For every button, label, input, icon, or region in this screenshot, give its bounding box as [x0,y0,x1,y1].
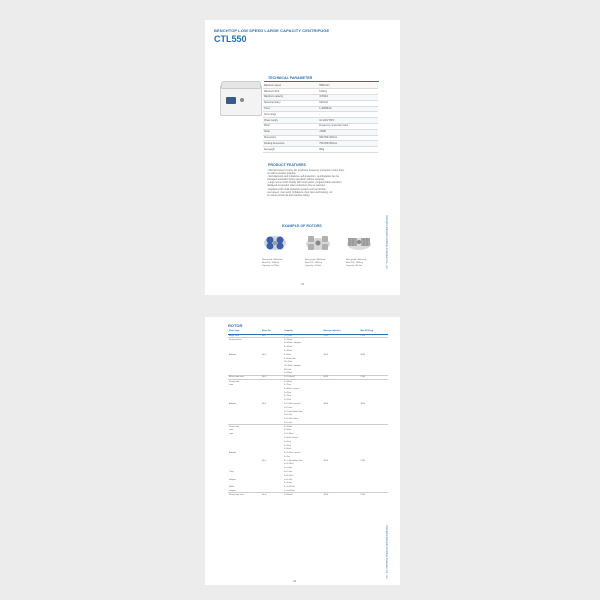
tech-param-name: Power supply [263,118,318,124]
feature-line: no carbon powder pollution. [267,172,297,176]
rotor-cell: 4×50ml tube [284,357,296,360]
rotor-cell: 4000 [322,376,359,380]
rotor-cell: 4×50ml conical [284,436,298,439]
rotor-cell: 4×7×5ml blood tube [284,459,303,462]
rotor-cell: 4×4×10ml [284,463,294,466]
tech-param-name: Noise [263,129,318,135]
tech-param-name: Maximum RCF [263,89,318,95]
rotor-cell: Adapter [229,353,237,356]
rotor-cell: 3080 [360,353,366,356]
rotor-cell: 48×5ml [284,368,291,371]
features-heading: PRODUCT FEATURES [268,163,306,167]
rotor-cell: 4×15ml [284,444,291,447]
rotor-example-3 [346,232,384,267]
rotor-cell: 4×2×15ml conical [284,452,301,455]
rotor-cell: 4×50ml [284,429,291,432]
rotor-cell: 3120 [360,459,366,462]
rotor-cell: 4×1×250ml [284,486,295,489]
tech-param-value: 660×560×400mm [318,135,378,141]
rotor-cell: adapter [229,489,237,492]
tech-param-value: - [318,112,378,118]
tech-param-value: 86kg [318,147,378,153]
rotor-cell: 4×250ml [284,346,293,349]
rotor-cell: rotor [229,384,234,387]
tech-param-name: Maximum speed [263,83,318,89]
rotor-cell: Bottle [229,486,235,489]
rotor-cell: 5500 [322,334,359,338]
rotor-cell: 12×15ml [283,334,322,338]
tech-param-value: 5120×g [318,89,378,95]
rotor-cell: Swing tube [228,379,261,383]
rotor-cell: Adapter [229,402,237,405]
rotor-cell: 3000 [360,402,366,405]
rotor-cell: 2×96well [283,493,322,497]
rotor-table-heading: ROTOR [228,323,243,328]
company-side-text-bottom: Changsha Xiangzhi Centrifuge Instrument Co., Ltd. [385,525,388,580]
rotor-cell: 4×750ml [283,338,322,342]
tech-param-name: Packing dimensions [263,141,318,147]
rotor-column-header: Rotor No. [261,329,283,334]
rotor-cell: 4×4×10ml tube [284,418,298,421]
rotor-cell: 2100 [359,493,388,497]
tech-param-value: 4×500ml [318,95,378,101]
rotor-cell: 4×50ml [284,353,291,356]
rotor-cell: Swing tube [228,425,261,429]
tech-param-value: ≤65dB [318,129,378,135]
tech-param-value: ±20r/min [318,100,378,106]
rotor-cell: 4×10ml [284,448,291,451]
page-header [214,28,329,44]
rotor-examples [262,232,387,274]
rotor-cell: 32×10ml / adapter [284,365,301,368]
rotor-cell: 4×4×5ml [284,482,293,485]
rotor-example-1 [262,232,300,267]
tech-table [263,83,378,153]
rotor-cell: No.3 [261,376,283,380]
tech-param-name: Temp range [263,112,318,118]
rotor-cell: Micro plate rotor [228,376,261,380]
rotor-cell: 4×20ml [284,440,291,443]
tech-param-name: Timer [263,106,318,112]
feature-line: - Large-screen LCD display with touch panel, programmable operation [267,181,342,185]
rotor-3-capacity: Capacity: 48×5ml [346,264,363,267]
tech-param-value: 1~99h59min [318,106,378,112]
rotor-cell: 4×250ml [284,372,293,375]
tech-param-value: Frequency conversion motor [318,124,378,130]
tech-param-name: Net weight [263,147,318,153]
rotor-cell: 4×2×15ml conical [284,402,301,405]
page-number-bottom: 23 [293,579,297,583]
feature-line: - Microprocessor control, AC brushless frequency conversion motor drive, [267,169,345,172]
rotor-cell: 4×15ml [284,395,291,398]
rotor-cell: 4×4×7ml [284,478,293,481]
feature-line: managed automatic during operation without stopping. [267,178,325,182]
tech-row [263,147,378,153]
rotor-cell: 4×100ml [283,379,322,383]
rotor-cell: No.5 [261,459,267,462]
rotor-example-2 [305,232,343,267]
feature-line: - Equipped with multi-protection system such as lid lock, [267,187,327,191]
rotor-table [228,329,388,497]
feature-line: to ensure personnel and machine safety. [267,193,311,197]
rotor-cell: 4×4×10ml [284,474,294,477]
rotor-cell: 4×100ml [283,425,322,429]
rotor-cell: 4×4×7ml [284,414,293,417]
tech-param-value: 750×650×500mm [318,141,378,147]
rotor-cell: 4000 [323,402,329,405]
tech-param-name: Dimensions [263,135,318,141]
rotor-cell: 4×10ml [284,399,291,402]
feature-line: displayed to operator when customers time is selected. [267,184,326,188]
rotor-cell: 2×2×96well [283,376,322,380]
rotor-cell: 8×2×5ml [284,471,293,474]
rotor-column-header: Capacity [283,329,322,334]
rotor-cell: 16×15ml [284,361,293,364]
rotor-cell: No.4 [261,402,267,405]
feature-line: - Self-diagnosis and imbalance self-protection, centrifugation can be [267,175,339,179]
rotor-cell: 4×2×50ml [284,433,294,436]
tech-param-value: AC 220V 50Hz [318,118,378,124]
rotor-1-rcf: Max RCF: 3080×g [262,261,279,264]
product-model: CTL550 [214,34,247,44]
rotor-cell: adapter [229,478,237,481]
rotor-3-speed: Max speed: 4000r/min [346,259,367,261]
rotor-cell: Adapter [229,452,237,455]
rotor-cell: 4×500ml / adapter [284,342,301,345]
rotor-column-header: Rotor type [228,329,261,334]
rotor-cell: rotor [229,433,234,436]
rotor-row [228,493,388,497]
rotor-cell: No.2 [261,353,267,356]
company-side-text-top: Changsha Xiangzhi Centrifuge Instrument Co., Ltd. [385,215,388,270]
rotor-cell: 4000 [323,459,329,462]
rotor-cell: Swing bucket [228,338,261,342]
rotor-2-speed: Max speed: 4000r/min [305,259,326,261]
rotor-cell: Angle rotor [228,334,261,338]
tech-heading-rule [264,81,379,82]
rotor-column-header: Max speed(r/min) [322,329,359,334]
rotor-cell: 4×1×100ml [284,489,295,492]
rotor-cell: 5120 [359,334,388,338]
rotor-cell: 4×5×7ml [284,421,293,424]
rotor-cell: 4×4×5ml [284,467,293,470]
centrifuge-image [220,81,262,116]
product-subtitle: BENCHTOP LOW SPEED LARGE CAPACITY CENTRIFUGE [214,28,330,33]
rotor-cell: 2390 [359,376,388,380]
rotor-cell: No.1 [261,334,283,338]
rotor-3-rcf: Max RCF: 2860×g [346,261,363,264]
rotor-cell: 4×7×5ml blood tube [284,410,303,413]
rotor-cell: 4×7ml [284,455,290,458]
rotor-cell: 4×2×5ml [284,406,293,409]
rotor-1-image [262,232,288,252]
tech-param-name: Motor [263,124,318,130]
feature-line: over-speed, over-temp, imbalance, door open self-locking, etc [267,190,333,194]
rotor-3-image [346,232,372,252]
rotor-2-image [305,232,331,252]
rotor-cell: Tube [229,471,234,474]
tech-param-value: 5500r/min [318,83,378,89]
tech-param-name: Speed accuracy [263,100,318,106]
rotor-cell: 4×50ml / conical [284,387,300,390]
page-number-top: 22 [301,282,305,286]
rotor-cell: 4×100ml [284,350,293,353]
rotor-2-capacity: Capacity: 4×50ml [305,264,322,267]
tech-param-name: Maximum capacity [263,95,318,101]
rotors-heading: EXAMPLE OF ROTORS [282,224,322,228]
rotor-cell: 4×75ml [284,384,291,387]
rotor-1-capacity: Capacity: 4×250ml [262,264,280,267]
rotor-column-header: Max RCF(×g) [359,329,388,334]
rotor-cell: 4×20ml [284,391,291,394]
features-list [267,169,385,197]
tech-heading: TECHNICAL PARAMETER [268,76,313,80]
rotor-cell: 4000 [323,353,329,356]
rotor-1-speed: Max speed: 4000r/min [262,259,283,261]
rotor-2-rcf: Max RCF: 2860×g [305,261,322,264]
rotor-cell: Micro plate rotor [228,493,261,497]
rotor-cell: No.6 [261,493,283,497]
rotor-cell: 4000 [322,493,359,497]
rotor-cell: rotor [229,429,234,432]
